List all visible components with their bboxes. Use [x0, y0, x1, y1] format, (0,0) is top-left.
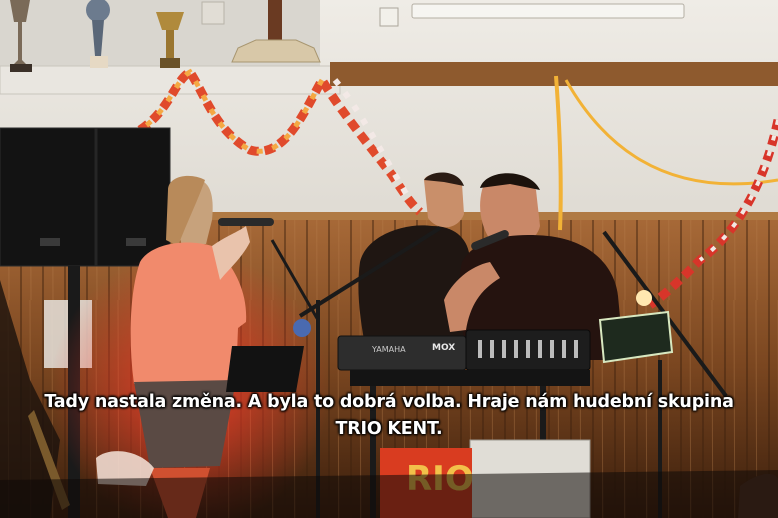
speaker-logo [126, 238, 146, 246]
keyboard-stand-top [350, 370, 590, 386]
stage-lamp [636, 290, 652, 306]
caption-line-2: TRIO KENT. [335, 419, 443, 439]
photo-caption [0, 389, 778, 443]
tablet-device [600, 312, 672, 362]
keyboard-brand-label: YAMAHA [372, 345, 406, 354]
speaker-logo [40, 238, 60, 246]
caption-line-1: Tady nastala změna. A byla to dobrá volba. Hraje nám hudební skupina [44, 392, 734, 412]
music-stand [226, 346, 304, 392]
microphone-clip [293, 319, 311, 337]
wall-pipe [268, 0, 282, 40]
keyboard-model-label: MOX [432, 343, 456, 353]
wooden-rail [330, 62, 778, 86]
fluorescent-light [412, 4, 684, 18]
power-socket [380, 8, 398, 26]
microphone-icon [218, 218, 274, 226]
wall-plaque [202, 2, 224, 24]
